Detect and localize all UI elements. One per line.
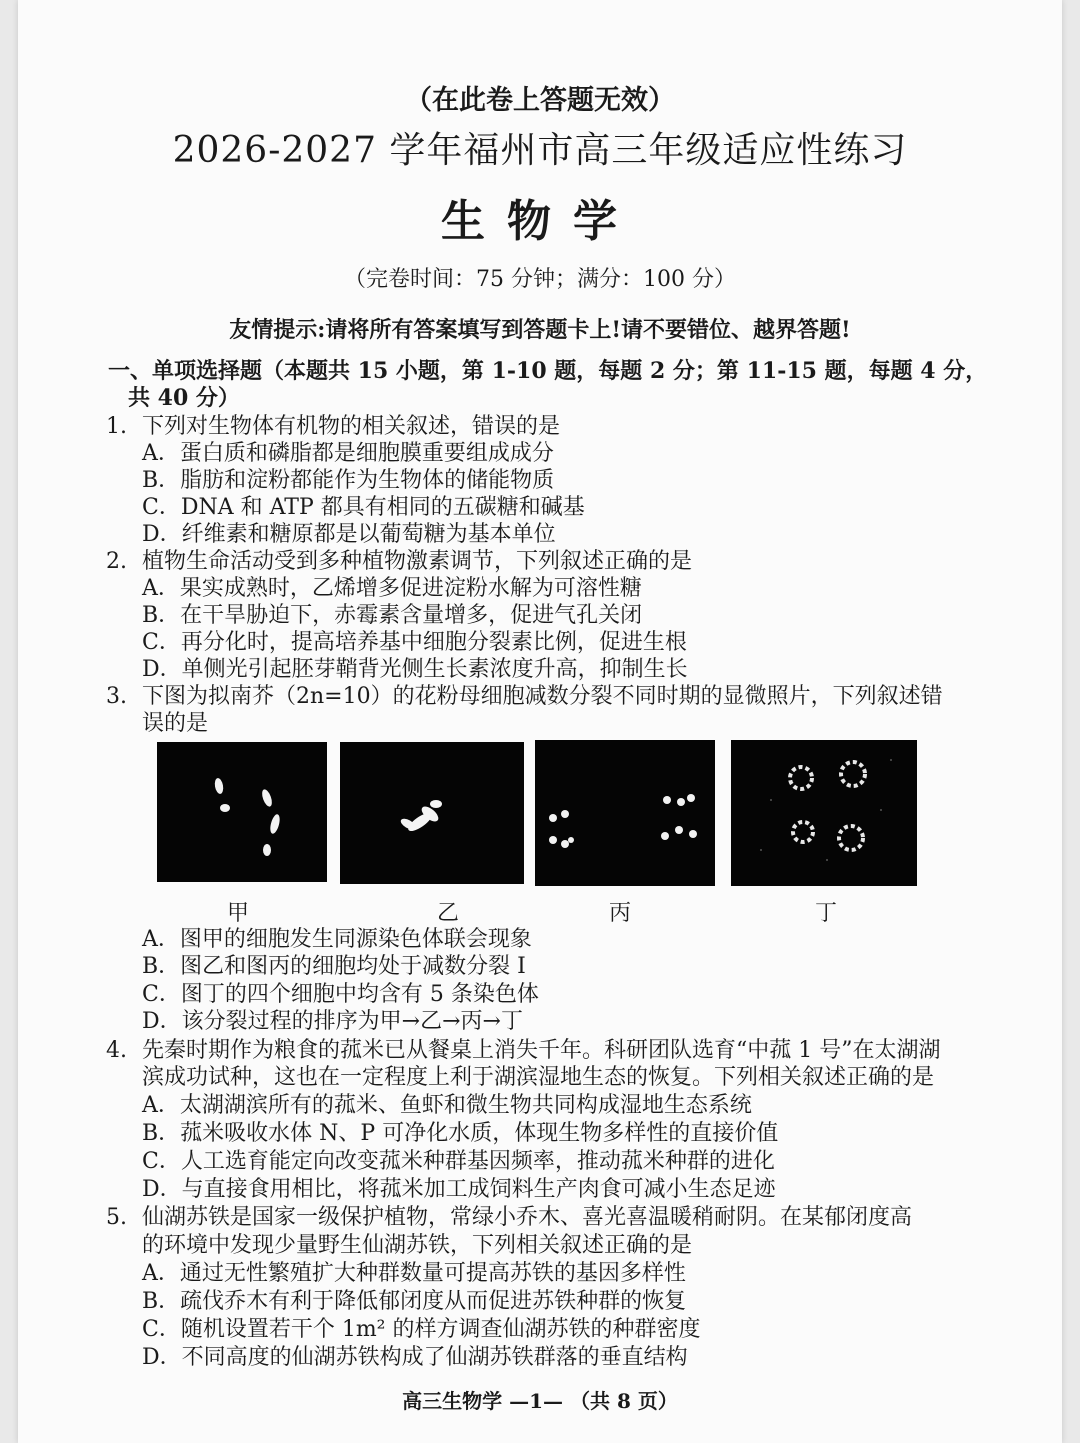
- micrograph-figure: [18, 740, 1062, 890]
- question-number: 1.: [106, 414, 127, 439]
- question-stem: 下图为拟南芥（2n=10）的花粉母细胞减数分裂不同时期的显微照片，下列叙述错: [142, 684, 943, 709]
- exam-page: [18, 0, 1062, 1443]
- option-b: B．疏伐乔木有利于降低郁闭度从而促进苏铁种群的恢复: [142, 1289, 687, 1314]
- micrograph-bing: [535, 740, 715, 886]
- question-stem-cont: 滨成功试种，这也在一定程度上利于湖滨湿地生态的恢复。下列相关叙述正确的是: [142, 1065, 935, 1090]
- question-stem: 先秦时期作为粮食的菰米已从餐桌上消失千年。科研团队选育“中菰 1 号”在太湖湖: [142, 1038, 941, 1063]
- invalid-answer-notice: （在此卷上答题无效）: [405, 85, 675, 116]
- option-b: B．在干旱胁迫下，赤霉素含量增多，促进气孔关闭: [142, 603, 643, 628]
- micrograph-ding: [731, 740, 917, 886]
- option-a: A．图甲的细胞发生同源染色体联会现象: [142, 927, 532, 952]
- page-footer: 高三生物学 —1— （共 8 页）: [402, 1389, 678, 1413]
- section-heading: 一、单项选择题（本题共 15 小题，第 1-10 题，每题 2 分；第 11-15 题，每题 4 分，: [108, 358, 988, 384]
- micrograph-yi: [340, 742, 524, 884]
- option-d: D．纤维素和糖原都是以葡萄糖为基本单位: [142, 522, 556, 547]
- exam-title: 2026-2027 学年福州市高三年级适应性练习: [172, 130, 908, 171]
- figure-caption-yi: 乙: [437, 901, 460, 926]
- option-c: C．DNA 和 ATP 都具有相同的五碳糖和碱基: [142, 495, 585, 520]
- option-a: A．蛋白质和磷脂都是细胞膜重要组成成分: [142, 441, 554, 466]
- question-stem-cont: 的环境中发现少量野生仙湖苏铁，下列相关叙述正确的是: [142, 1233, 693, 1258]
- option-a: A．太湖湖滨所有的菰米、鱼虾和微生物共同构成湿地生态系统: [142, 1093, 752, 1118]
- figure-caption-bing: 丙: [609, 901, 632, 926]
- option-c: C．再分化时，提高培养基中细胞分裂素比例，促进生根: [142, 630, 687, 655]
- option-a: A．通过无性繁殖扩大种群数量可提高苏铁的基因多样性: [142, 1261, 686, 1286]
- question-stem: 下列对生物体有机物的相关叙述，错误的是: [142, 414, 561, 439]
- figure-caption-jia: 甲: [227, 901, 250, 926]
- option-b: B．脂肪和淀粉都能作为生物体的储能物质: [142, 468, 555, 493]
- question-number: 3.: [106, 684, 127, 709]
- option-d: D．与直接食用相比，将菰米加工成饲料生产肉食可减小生态足迹: [142, 1177, 776, 1202]
- time-score-info: （完卷时间：75 分钟；满分：100 分）: [344, 267, 736, 292]
- option-c: C．人工选育能定向改变菰米种群基因频率，推动菰米种群的进化: [142, 1149, 775, 1174]
- section-heading-cont: 共 40 分）: [128, 385, 240, 411]
- option-b: B．菰米吸收水体 N、P 可净化水质，体现生物多样性的直接价值: [142, 1121, 779, 1146]
- question-number: 2.: [106, 549, 127, 574]
- question-stem-cont: 误的是: [142, 711, 209, 736]
- micrograph-jia: [157, 742, 327, 882]
- option-d: D．不同高度的仙湖苏铁构成了仙湖苏铁群落的垂直结构: [142, 1345, 688, 1370]
- question-number: 5.: [106, 1205, 127, 1230]
- question-number: 4.: [106, 1038, 127, 1063]
- subject-title: 生物学: [441, 196, 639, 247]
- option-d: D．单侧光引起胚芽鞘背光侧生长素浓度升高，抑制生长: [142, 657, 688, 682]
- option-a: A．果实成熟时，乙烯增多促进淀粉水解为可溶性糖: [142, 576, 642, 601]
- option-b: B．图乙和图丙的细胞均处于减数分裂 I: [142, 954, 526, 979]
- option-c: C．图丁的四个细胞中均含有 5 条染色体: [142, 982, 539, 1007]
- option-c: C．随机设置若干个 1m² 的样方调查仙湖苏铁的种群密度: [142, 1317, 701, 1342]
- friendly-tip: 友情提示:请将所有答案填写到答题卡上!请不要错位、越界答题!: [229, 317, 851, 343]
- question-stem: 仙湖苏铁是国家一级保护植物，常绿小乔木、喜光喜温暖稍耐阴。在某郁闭度高: [142, 1205, 913, 1230]
- option-d: D．该分裂过程的排序为甲→乙→丙→丁: [142, 1009, 523, 1034]
- question-stem: 植物生命活动受到多种植物激素调节，下列叙述正确的是: [142, 549, 693, 574]
- figure-caption-ding: 丁: [815, 901, 838, 926]
